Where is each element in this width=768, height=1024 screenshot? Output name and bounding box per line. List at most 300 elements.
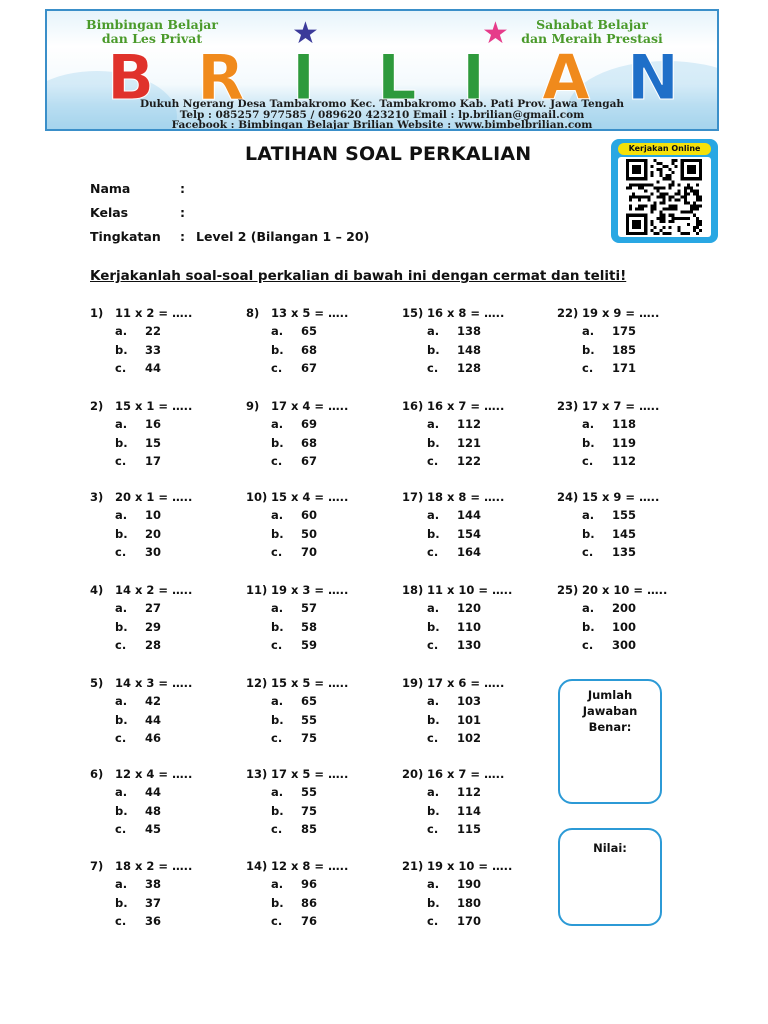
field-kelas: Kelas : (90, 205, 185, 220)
question-item (90, 306, 240, 380)
question-text (557, 490, 707, 508)
question-expression: 15 x 4 = ….. (271, 490, 349, 504)
option-letter: a. (271, 785, 284, 799)
option-value: 138 (457, 324, 482, 338)
option-value: 22 (145, 324, 162, 338)
option-value: 75 (301, 803, 318, 818)
answer-option[interactable] (246, 361, 396, 380)
option-letter: c. (115, 731, 127, 745)
answer-option[interactable] (246, 694, 396, 713)
option-value: 85 (301, 822, 318, 836)
option-value: 37 (145, 895, 162, 910)
option-value: 36 (145, 914, 162, 928)
banner-social: Facebook : Bimbingan Belajar Brilian Website : www.bimbelbrilian.com (171, 119, 593, 131)
question-expression: 19 x 9 = ….. (582, 306, 660, 320)
option-letter: b. (115, 712, 128, 727)
option-letter: c. (271, 454, 283, 468)
question-number: 18) (402, 583, 424, 597)
answer-option[interactable] (402, 417, 552, 436)
answer-option[interactable] (90, 454, 240, 473)
question-number: 15) (402, 306, 424, 320)
question-expression: 17 x 4 = ….. (271, 399, 349, 413)
option-letter: c. (115, 454, 127, 468)
option-value: 75 (301, 731, 318, 745)
option-value: 69 (301, 417, 318, 431)
option-value: 112 (457, 785, 482, 799)
question-text (557, 583, 707, 601)
option-letter: b. (115, 435, 128, 450)
question-text (246, 583, 396, 601)
option-letter: c. (115, 914, 127, 928)
question-number: 10) (246, 490, 268, 504)
option-value: 300 (612, 638, 637, 652)
field-label: Nama (90, 181, 131, 196)
question-item (90, 767, 240, 841)
question-expression: 14 x 2 = ….. (115, 583, 193, 597)
option-letter: a. (271, 601, 284, 615)
question-item (90, 490, 240, 564)
question-text (557, 306, 707, 324)
option-letter: c. (115, 361, 127, 375)
option-value: 68 (301, 435, 318, 450)
option-value: 112 (612, 454, 637, 468)
option-letter: a. (427, 324, 440, 338)
option-value: 175 (612, 324, 637, 338)
field-nama: Nama : (90, 181, 185, 196)
option-letter: a. (427, 694, 440, 708)
question-number: 1) (90, 306, 104, 320)
option-value: 120 (457, 601, 482, 615)
answer-option[interactable] (90, 545, 240, 564)
question-expression: 18 x 8 = ….. (427, 490, 505, 504)
question-text (90, 859, 240, 877)
question-item (402, 583, 552, 657)
answer-option[interactable] (246, 417, 396, 436)
option-value: 122 (457, 454, 482, 468)
answer-option[interactable] (246, 436, 396, 455)
answer-option[interactable] (246, 638, 396, 657)
answer-option[interactable] (402, 361, 552, 380)
option-letter: c. (271, 731, 283, 745)
option-letter: c. (582, 638, 594, 652)
option-value: 67 (301, 361, 318, 375)
question-text (402, 399, 552, 417)
option-value: 38 (145, 877, 162, 891)
answer-option[interactable] (402, 620, 552, 639)
tagline-left: Bimbingan Belajar dan Les Privat (86, 17, 218, 46)
answer-option[interactable] (246, 914, 396, 933)
answer-option[interactable] (90, 804, 240, 823)
question-number: 11) (246, 583, 268, 597)
option-letter: c. (115, 638, 127, 652)
answer-option[interactable] (90, 914, 240, 933)
question-number: 12) (246, 676, 268, 690)
answer-option[interactable] (90, 324, 240, 343)
answer-option[interactable] (246, 508, 396, 527)
answer-option[interactable] (402, 436, 552, 455)
answer-option[interactable] (402, 527, 552, 546)
option-letter: a. (271, 324, 284, 338)
answer-option[interactable] (402, 785, 552, 804)
question-item (246, 399, 396, 473)
answer-option[interactable] (90, 822, 240, 841)
option-letter: a. (427, 877, 440, 891)
answer-option[interactable] (246, 601, 396, 620)
answer-option[interactable] (90, 601, 240, 620)
answer-option[interactable] (246, 713, 396, 732)
option-letter: b. (115, 803, 128, 818)
question-expression: 18 x 2 = ….. (115, 859, 193, 873)
question-item (402, 676, 552, 750)
qr-card[interactable] (611, 139, 718, 243)
answer-option[interactable] (402, 508, 552, 527)
option-letter: b. (271, 435, 284, 450)
question-text (402, 490, 552, 508)
brand-letter: L (377, 41, 417, 114)
question-text (246, 767, 396, 785)
answer-option[interactable] (402, 804, 552, 823)
banner-address: Dukuh Ngerang Desa Tambakromo Kec. Tambakromo Kab. Pati Prov. Jawa Tengah (139, 98, 625, 110)
question-item (402, 767, 552, 841)
option-value: 15 (145, 435, 162, 450)
star-icon: ★ (292, 16, 319, 51)
answer-option[interactable] (402, 454, 552, 473)
answer-option[interactable] (246, 454, 396, 473)
answer-option[interactable] (402, 694, 552, 713)
option-letter: c. (582, 361, 594, 375)
question-number: 25) (557, 583, 579, 597)
answer-option[interactable] (246, 804, 396, 823)
question-text (90, 306, 240, 324)
question-number: 2) (90, 399, 104, 413)
question-number: 21) (402, 859, 424, 873)
option-value: 55 (301, 785, 318, 799)
banner-contact: Telp : 085257 977585 / 089620 423210 Email : lp.brilian@gmail.com (179, 109, 585, 121)
answer-option[interactable] (90, 877, 240, 896)
option-value: 170 (457, 914, 482, 928)
option-value: 28 (145, 638, 162, 652)
answer-option[interactable] (402, 896, 552, 915)
question-number: 17) (402, 490, 424, 504)
answer-option[interactable] (90, 896, 240, 915)
question-number: 20) (402, 767, 424, 781)
option-letter: c. (427, 545, 439, 559)
option-value: 118 (612, 417, 637, 431)
option-letter: a. (115, 877, 128, 891)
question-item (557, 490, 707, 564)
option-value: 115 (457, 822, 482, 836)
option-letter: b. (115, 895, 128, 910)
question-item (402, 490, 552, 564)
question-number: 14) (246, 859, 268, 873)
question-number: 24) (557, 490, 579, 504)
answer-option[interactable] (90, 638, 240, 657)
option-value: 70 (301, 545, 318, 559)
question-item (557, 583, 707, 657)
answer-option[interactable] (557, 361, 707, 380)
option-value: 190 (457, 877, 482, 891)
answer-option[interactable] (246, 822, 396, 841)
answer-option[interactable] (402, 914, 552, 933)
answer-option[interactable] (557, 545, 707, 564)
answer-option[interactable] (402, 343, 552, 362)
option-letter: b. (115, 526, 128, 541)
page-title: LATIHAN SOAL PERKALIAN (245, 143, 532, 165)
option-value: 58 (301, 619, 318, 634)
option-value: 171 (612, 361, 637, 375)
question-text (246, 676, 396, 694)
option-value: 154 (457, 526, 482, 541)
question-item (90, 583, 240, 657)
answer-option[interactable] (557, 527, 707, 546)
answer-option[interactable] (402, 324, 552, 343)
option-letter: a. (271, 694, 284, 708)
answer-option[interactable] (402, 638, 552, 657)
brand-letter: B (107, 41, 155, 114)
answer-option[interactable] (90, 527, 240, 546)
answer-option[interactable] (246, 731, 396, 750)
answer-option[interactable] (557, 324, 707, 343)
question-expression: 12 x 8 = ….. (271, 859, 349, 873)
option-value: 44 (145, 785, 162, 799)
answer-option[interactable] (90, 417, 240, 436)
answer-option[interactable] (90, 361, 240, 380)
question-expression: 17 x 5 = ….. (271, 767, 349, 781)
brand-letter: I (292, 41, 316, 114)
option-letter: c. (427, 822, 439, 836)
question-item (90, 676, 240, 750)
answer-option[interactable] (246, 545, 396, 564)
option-letter: b. (427, 342, 440, 357)
question-text (557, 399, 707, 417)
option-letter: a. (582, 601, 595, 615)
question-number: 7) (90, 859, 104, 873)
field-label: Kelas (90, 205, 129, 220)
question-item (90, 399, 240, 473)
question-item (246, 306, 396, 380)
option-letter: b. (271, 712, 284, 727)
question-expression: 15 x 1 = ….. (115, 399, 193, 413)
question-text (90, 399, 240, 417)
option-letter: c. (115, 822, 127, 836)
correct-answers-label: Benar: (588, 720, 632, 734)
answer-option[interactable] (90, 694, 240, 713)
option-letter: b. (271, 526, 284, 541)
option-value: 68 (301, 342, 318, 357)
option-value: 96 (301, 877, 318, 891)
qr-code[interactable] (618, 157, 711, 237)
brand-letter: R (197, 41, 245, 114)
option-letter: b. (115, 342, 128, 357)
answer-option[interactable] (90, 731, 240, 750)
option-letter: a. (271, 508, 284, 522)
option-value: 27 (145, 601, 162, 615)
answer-option[interactable] (246, 620, 396, 639)
question-item (246, 859, 396, 933)
option-letter: c. (427, 454, 439, 468)
option-value: 42 (145, 694, 162, 708)
question-text (402, 583, 552, 601)
answer-option[interactable] (90, 713, 240, 732)
option-value: 102 (457, 731, 482, 745)
option-value: 44 (145, 712, 162, 727)
option-letter: a. (427, 785, 440, 799)
question-item (90, 859, 240, 933)
question-expression: 11 x 10 = ….. (427, 583, 513, 597)
question-text (246, 306, 396, 324)
question-item (246, 767, 396, 841)
option-letter: a. (115, 601, 128, 615)
option-letter: b. (582, 435, 595, 450)
option-value: 110 (457, 619, 482, 634)
option-value: 10 (145, 508, 162, 522)
option-value: 76 (301, 914, 318, 928)
answer-option[interactable] (402, 601, 552, 620)
option-letter: a. (427, 601, 440, 615)
option-letter: c. (582, 545, 594, 559)
option-letter: b. (427, 712, 440, 727)
answer-option[interactable] (557, 454, 707, 473)
question-expression: 12 x 4 = ….. (115, 767, 193, 781)
option-value: 48 (145, 803, 162, 818)
answer-option[interactable] (402, 731, 552, 750)
answer-option[interactable] (557, 436, 707, 455)
correct-answers-label: Jumlah (587, 688, 633, 702)
option-letter: c. (271, 361, 283, 375)
option-value: 30 (145, 545, 162, 559)
instruction-text: Kerjakanlah soal-soal perkalian di bawah ini dengan cermat dan teliti! (90, 268, 627, 284)
question-number: 22) (557, 306, 579, 320)
option-value: 44 (145, 361, 162, 375)
option-letter: b. (427, 526, 440, 541)
option-value: 155 (612, 508, 637, 522)
question-item (246, 676, 396, 750)
option-value: 135 (612, 545, 637, 559)
question-item (402, 399, 552, 473)
answer-option[interactable] (557, 508, 707, 527)
question-number: 9) (246, 399, 260, 413)
field-value: Level 2 (Bilangan 1 – 20) (196, 229, 370, 244)
answer-option[interactable] (246, 785, 396, 804)
option-value: 128 (457, 361, 482, 375)
question-number: 23) (557, 399, 579, 413)
option-value: 60 (301, 508, 318, 522)
question-text (402, 859, 552, 877)
option-letter: a. (271, 877, 284, 891)
option-letter: a. (115, 694, 128, 708)
question-item (246, 490, 396, 564)
option-letter: a. (271, 417, 284, 431)
question-item (557, 399, 707, 473)
grade-box[interactable] (558, 828, 662, 926)
answer-option[interactable] (557, 417, 707, 436)
option-value: 16 (145, 417, 162, 431)
brand-letter: N (627, 41, 679, 114)
question-expression: 17 x 6 = ….. (427, 676, 505, 690)
question-text (402, 676, 552, 694)
answer-option[interactable] (557, 638, 707, 657)
answer-option[interactable] (246, 343, 396, 362)
question-number: 6) (90, 767, 104, 781)
question-text (402, 767, 552, 785)
option-value: 164 (457, 545, 482, 559)
answer-option[interactable] (90, 620, 240, 639)
answer-option[interactable] (402, 713, 552, 732)
option-value: 185 (612, 342, 637, 357)
qr-label: Kerjakan Online (618, 143, 711, 155)
option-letter: b. (271, 342, 284, 357)
option-value: 46 (145, 731, 162, 745)
question-expression: 20 x 1 = ….. (115, 490, 193, 504)
answer-option[interactable] (557, 620, 707, 639)
question-expression: 11 x 2 = ….. (115, 306, 193, 320)
star-icon: ★ (482, 16, 509, 51)
question-item (402, 859, 552, 933)
option-letter: a. (115, 417, 128, 431)
answer-option[interactable] (246, 877, 396, 896)
brand-letter: A (542, 41, 590, 114)
answer-option[interactable] (402, 822, 552, 841)
answer-option[interactable] (402, 877, 552, 896)
answer-option[interactable] (90, 508, 240, 527)
option-letter: a. (115, 785, 128, 799)
option-value: 119 (612, 435, 637, 450)
option-value: 67 (301, 454, 318, 468)
answer-option[interactable] (557, 343, 707, 362)
option-value: 33 (145, 342, 162, 357)
option-value: 45 (145, 822, 162, 836)
option-letter: b. (427, 619, 440, 634)
answer-option[interactable] (90, 343, 240, 362)
answer-option[interactable] (246, 527, 396, 546)
question-item (557, 306, 707, 380)
brand-letter: I (462, 41, 486, 114)
option-value: 59 (301, 638, 318, 652)
option-letter: b. (427, 895, 440, 910)
question-number: 3) (90, 490, 104, 504)
option-letter: b. (271, 803, 284, 818)
tagline-right: Sahabat Belajar dan Meraih Prestasi (521, 17, 663, 46)
option-letter: a. (582, 417, 595, 431)
correct-answers-box[interactable] (558, 679, 662, 804)
option-letter: a. (427, 508, 440, 522)
answer-option[interactable] (90, 436, 240, 455)
answer-option[interactable] (246, 324, 396, 343)
option-letter: c. (582, 454, 594, 468)
answer-option[interactable] (90, 785, 240, 804)
option-value: 145 (612, 526, 637, 541)
question-text (90, 767, 240, 785)
question-item (402, 306, 552, 380)
option-letter: c. (427, 638, 439, 652)
answer-option[interactable] (246, 896, 396, 915)
option-letter: c. (271, 914, 283, 928)
option-value: 180 (457, 895, 482, 910)
option-value: 57 (301, 601, 318, 615)
question-text (402, 306, 552, 324)
option-letter: b. (271, 895, 284, 910)
question-expression: 15 x 9 = ….. (582, 490, 660, 504)
question-text (246, 859, 396, 877)
answer-option[interactable] (557, 601, 707, 620)
option-letter: c. (427, 731, 439, 745)
option-value: 101 (457, 712, 482, 727)
question-number: 5) (90, 676, 104, 690)
option-letter: b. (427, 435, 440, 450)
option-letter: a. (582, 324, 595, 338)
answer-option[interactable] (402, 545, 552, 564)
option-letter: a. (115, 508, 128, 522)
